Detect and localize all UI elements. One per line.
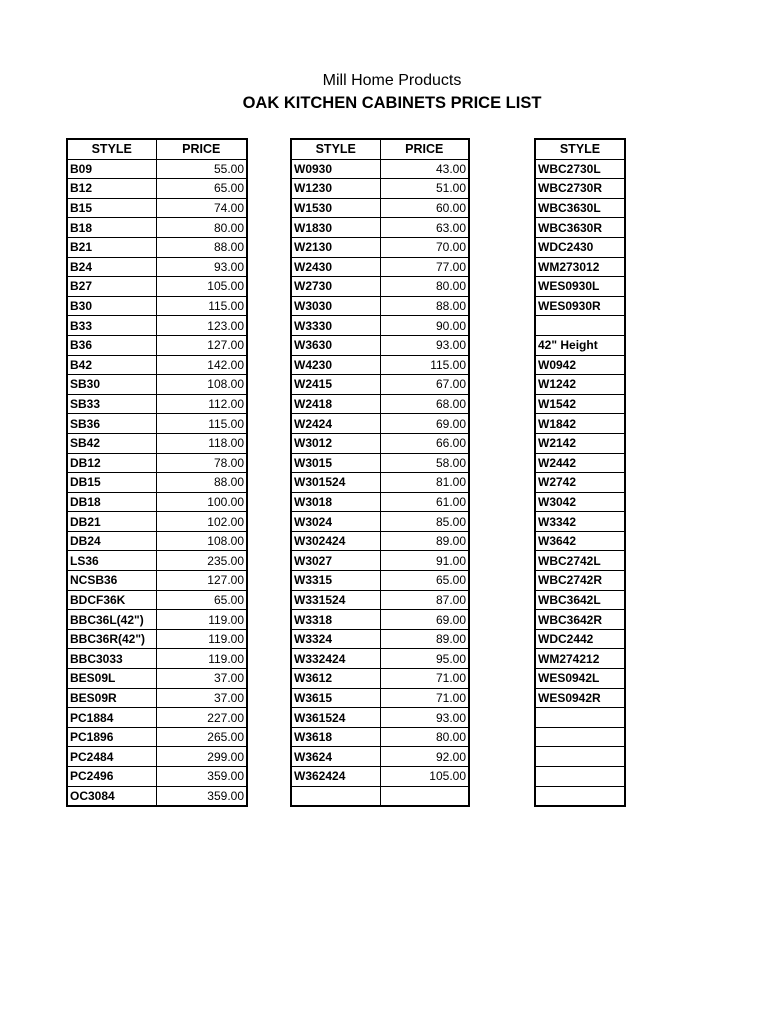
table-row — [67, 747, 247, 767]
style-cell: BBC36R(42") — [67, 629, 156, 649]
price-cell: 142.00 — [156, 355, 247, 375]
table-row — [535, 473, 625, 493]
price-cell: 87.00 — [380, 590, 469, 610]
price-cell: 108.00 — [156, 375, 247, 395]
style-cell: PC1884 — [67, 708, 156, 728]
style-cell: W3624 — [291, 747, 380, 767]
price-cell: 66.00 — [380, 433, 469, 453]
style-cell: W362424 — [291, 767, 380, 787]
table-row — [291, 767, 469, 787]
style-cell: W2418 — [291, 394, 380, 414]
style-cell: WES0930R — [535, 296, 625, 316]
table-row — [535, 198, 625, 218]
price-cell: 70.00 — [380, 237, 469, 257]
price-cell: 359.00 — [156, 786, 247, 806]
style-cell: PC2484 — [67, 747, 156, 767]
style-header: STYLE — [291, 139, 380, 159]
price-cell: 61.00 — [380, 492, 469, 512]
table-row — [67, 159, 247, 179]
price-cell: 127.00 — [156, 335, 247, 355]
price-table-2 — [290, 138, 470, 807]
price-cell: 80.00 — [156, 218, 247, 238]
style-cell: W2430 — [291, 257, 380, 277]
table-row — [67, 727, 247, 747]
style-cell: B18 — [67, 218, 156, 238]
price-cell: 88.00 — [156, 473, 247, 493]
style-cell: B09 — [67, 159, 156, 179]
style-cell: WES0930L — [535, 277, 625, 297]
table-row — [291, 590, 469, 610]
table-row — [291, 355, 469, 375]
price-cell: 119.00 — [156, 649, 247, 669]
table-row — [535, 394, 625, 414]
price-cell: 105.00 — [380, 767, 469, 787]
style-cell: W4230 — [291, 355, 380, 375]
style-cell: W3630 — [291, 335, 380, 355]
style-cell: W2424 — [291, 414, 380, 434]
table-row — [67, 237, 247, 257]
table-row — [291, 335, 469, 355]
style-table-3 — [534, 138, 626, 807]
style-cell: WBC3630R — [535, 218, 625, 238]
style-cell: BES09L — [67, 669, 156, 689]
table-row — [67, 571, 247, 591]
style-cell: SB36 — [67, 414, 156, 434]
price-cell: 71.00 — [380, 688, 469, 708]
style-cell: SB30 — [67, 375, 156, 395]
table-row — [67, 786, 247, 806]
table-row — [291, 296, 469, 316]
company-name: Mill Home Products — [322, 72, 462, 89]
price-cell: 69.00 — [380, 610, 469, 630]
style-cell: B21 — [67, 237, 156, 257]
style-cell: W3024 — [291, 512, 380, 532]
price-cell: 51.00 — [380, 179, 469, 199]
price-cell: 127.00 — [156, 571, 247, 591]
table-row — [535, 610, 625, 630]
style-cell: B12 — [67, 179, 156, 199]
style-cell: WES0942L — [535, 669, 625, 689]
table-row — [535, 237, 625, 257]
price-cell: 77.00 — [380, 257, 469, 277]
table-row — [67, 590, 247, 610]
table-row — [67, 179, 247, 199]
page-title: OAK KITCHEN CABINETS PRICE LIST — [242, 94, 542, 112]
style-cell — [535, 727, 625, 747]
table-row — [67, 688, 247, 708]
style-cell: W1842 — [535, 414, 625, 434]
table-row — [291, 669, 469, 689]
price-cell: 89.00 — [380, 629, 469, 649]
price-cell: 80.00 — [380, 277, 469, 297]
table-row — [535, 159, 625, 179]
price-cell: 88.00 — [156, 237, 247, 257]
price-cell: 81.00 — [380, 473, 469, 493]
style-cell: W3012 — [291, 433, 380, 453]
table-row — [535, 218, 625, 238]
price-cell: 112.00 — [156, 394, 247, 414]
table-row — [291, 473, 469, 493]
style-cell: LS36 — [67, 551, 156, 571]
table-row — [67, 414, 247, 434]
price-cell: 65.00 — [156, 590, 247, 610]
table-row — [535, 571, 625, 591]
table-row — [67, 512, 247, 532]
style-cell: W2415 — [291, 375, 380, 395]
price-cell: 105.00 — [156, 277, 247, 297]
style-cell: W3612 — [291, 669, 380, 689]
table-row — [535, 786, 625, 806]
price-cell — [380, 786, 469, 806]
style-cell: W3015 — [291, 453, 380, 473]
price-cell: 63.00 — [380, 218, 469, 238]
table-row — [291, 688, 469, 708]
table-row — [67, 708, 247, 728]
style-cell: B15 — [67, 198, 156, 218]
table-row — [291, 179, 469, 199]
table-row — [291, 747, 469, 767]
style-cell: BDCF36K — [67, 590, 156, 610]
table-row — [67, 433, 247, 453]
table-row — [67, 767, 247, 787]
table-row — [535, 433, 625, 453]
style-cell: W3018 — [291, 492, 380, 512]
table-row — [291, 257, 469, 277]
style-cell: SB42 — [67, 433, 156, 453]
style-cell: WBC3642R — [535, 610, 625, 630]
style-cell: WBC2730R — [535, 179, 625, 199]
price-cell: 108.00 — [156, 531, 247, 551]
style-cell: WBC3630L — [535, 198, 625, 218]
price-cell: 92.00 — [380, 747, 469, 767]
price-cell: 119.00 — [156, 610, 247, 630]
table-row — [67, 277, 247, 297]
table-row — [535, 708, 625, 728]
price-cell: 58.00 — [380, 453, 469, 473]
price-cell: 80.00 — [380, 727, 469, 747]
style-cell: W0942 — [535, 355, 625, 375]
price-cell: 299.00 — [156, 747, 247, 767]
table-row — [291, 531, 469, 551]
price-cell: 93.00 — [380, 335, 469, 355]
table-row — [535, 649, 625, 669]
table-row — [535, 747, 625, 767]
style-cell: OC3084 — [67, 786, 156, 806]
table-row — [535, 531, 625, 551]
price-cell: 235.00 — [156, 551, 247, 571]
table-row — [535, 277, 625, 297]
style-cell: B27 — [67, 277, 156, 297]
table-row — [67, 218, 247, 238]
table-row — [67, 355, 247, 375]
price-cell: 69.00 — [380, 414, 469, 434]
style-cell: W3315 — [291, 571, 380, 591]
style-cell: PC2496 — [67, 767, 156, 787]
table-row — [291, 433, 469, 453]
table-row — [67, 375, 247, 395]
style-cell — [535, 316, 625, 336]
price-cell: 37.00 — [156, 669, 247, 689]
price-cell: 68.00 — [380, 394, 469, 414]
table-row — [535, 335, 625, 355]
style-cell: WBC2742R — [535, 571, 625, 591]
price-cell: 37.00 — [156, 688, 247, 708]
table-row — [67, 531, 247, 551]
table-row — [535, 257, 625, 277]
price-table-1 — [66, 138, 248, 807]
style-cell: W302424 — [291, 531, 380, 551]
table-row — [535, 727, 625, 747]
style-cell: W3342 — [535, 512, 625, 532]
style-cell: WBC2730L — [535, 159, 625, 179]
price-cell: 71.00 — [380, 669, 469, 689]
table-row — [535, 179, 625, 199]
style-cell: W2730 — [291, 277, 380, 297]
style-cell: WM273012 — [535, 257, 625, 277]
style-cell: W3642 — [535, 531, 625, 551]
table-row — [291, 159, 469, 179]
style-cell: W332424 — [291, 649, 380, 669]
style-cell: B42 — [67, 355, 156, 375]
style-cell: W0930 — [291, 159, 380, 179]
price-cell: 93.00 — [156, 257, 247, 277]
price-cell: 93.00 — [380, 708, 469, 728]
style-header: STYLE — [535, 139, 625, 159]
table-row — [67, 629, 247, 649]
table-row — [67, 492, 247, 512]
table-row — [291, 492, 469, 512]
table-row — [291, 512, 469, 532]
table-row — [291, 237, 469, 257]
style-cell: DB15 — [67, 473, 156, 493]
price-cell: 265.00 — [156, 727, 247, 747]
style-cell: W3042 — [535, 492, 625, 512]
table-row — [291, 610, 469, 630]
price-cell: 65.00 — [156, 179, 247, 199]
price-cell: 74.00 — [156, 198, 247, 218]
table-row — [291, 708, 469, 728]
style-cell: DB12 — [67, 453, 156, 473]
style-cell: W361524 — [291, 708, 380, 728]
table-row — [67, 453, 247, 473]
table-row — [535, 669, 625, 689]
style-cell: W301524 — [291, 473, 380, 493]
table-row — [291, 571, 469, 591]
price-header: PRICE — [156, 139, 247, 159]
price-cell: 119.00 — [156, 629, 247, 649]
table-row — [535, 688, 625, 708]
table-row — [291, 277, 469, 297]
style-cell: B33 — [67, 316, 156, 336]
table-row — [535, 414, 625, 434]
style-cell: W3324 — [291, 629, 380, 649]
style-cell: W1830 — [291, 218, 380, 238]
style-cell: WDC2430 — [535, 237, 625, 257]
price-cell: 89.00 — [380, 531, 469, 551]
style-cell: BES09R — [67, 688, 156, 708]
price-cell: 78.00 — [156, 453, 247, 473]
style-cell: W2142 — [535, 433, 625, 453]
table-row — [535, 355, 625, 375]
style-cell: DB21 — [67, 512, 156, 532]
table-row — [67, 551, 247, 571]
style-cell: NCSB36 — [67, 571, 156, 591]
style-cell: BBC36L(42") — [67, 610, 156, 630]
style-cell: WBC3642L — [535, 590, 625, 610]
price-cell: 60.00 — [380, 198, 469, 218]
price-cell: 55.00 — [156, 159, 247, 179]
table-row — [67, 198, 247, 218]
style-cell: B30 — [67, 296, 156, 316]
price-cell: 65.00 — [380, 571, 469, 591]
style-cell: W2130 — [291, 237, 380, 257]
price-cell: 115.00 — [156, 414, 247, 434]
price-header: PRICE — [380, 139, 469, 159]
price-cell: 123.00 — [156, 316, 247, 336]
price-cell: 85.00 — [380, 512, 469, 532]
table-row — [535, 767, 625, 787]
style-cell: W2742 — [535, 473, 625, 493]
style-cell: W3330 — [291, 316, 380, 336]
price-cell: 115.00 — [380, 355, 469, 375]
table-row — [291, 198, 469, 218]
style-cell: B24 — [67, 257, 156, 277]
table-row — [67, 335, 247, 355]
style-cell — [535, 786, 625, 806]
price-cell: 115.00 — [156, 296, 247, 316]
style-cell: DB24 — [67, 531, 156, 551]
style-cell: W3618 — [291, 727, 380, 747]
table-row — [535, 316, 625, 336]
table-row — [291, 394, 469, 414]
price-cell: 88.00 — [380, 296, 469, 316]
style-cell — [535, 767, 625, 787]
table-row — [535, 629, 625, 649]
table-row — [535, 551, 625, 571]
table-row — [291, 629, 469, 649]
style-cell: DB18 — [67, 492, 156, 512]
table-row — [291, 218, 469, 238]
table-row — [67, 473, 247, 493]
table-row — [291, 414, 469, 434]
table-row — [291, 453, 469, 473]
style-cell: SB33 — [67, 394, 156, 414]
price-cell: 100.00 — [156, 492, 247, 512]
price-cell: 95.00 — [380, 649, 469, 669]
price-cell: 91.00 — [380, 551, 469, 571]
table-row — [291, 649, 469, 669]
table-row — [67, 394, 247, 414]
style-cell: WDC2442 — [535, 629, 625, 649]
table-row — [535, 492, 625, 512]
table-row — [67, 257, 247, 277]
style-cell: B36 — [67, 335, 156, 355]
style-cell: PC1896 — [67, 727, 156, 747]
table-row — [67, 296, 247, 316]
style-cell: W1542 — [535, 394, 625, 414]
table-row — [67, 669, 247, 689]
table-row — [67, 316, 247, 336]
style-cell: W1530 — [291, 198, 380, 218]
style-cell — [535, 708, 625, 728]
price-cell: 102.00 — [156, 512, 247, 532]
price-cell: 118.00 — [156, 433, 247, 453]
table-row — [67, 649, 247, 669]
price-cell: 43.00 — [380, 159, 469, 179]
price-cell: 90.00 — [380, 316, 469, 336]
style-cell: 42" Height — [535, 335, 625, 355]
style-cell: W3615 — [291, 688, 380, 708]
table-row — [535, 375, 625, 395]
price-cell: 227.00 — [156, 708, 247, 728]
style-cell: W1242 — [535, 375, 625, 395]
table-row — [291, 316, 469, 336]
style-cell: W331524 — [291, 590, 380, 610]
style-cell: WBC2742L — [535, 551, 625, 571]
style-cell: W3027 — [291, 551, 380, 571]
style-cell: W3318 — [291, 610, 380, 630]
price-cell: 67.00 — [380, 375, 469, 395]
style-cell: WM274212 — [535, 649, 625, 669]
table-row — [535, 512, 625, 532]
style-cell: W2442 — [535, 453, 625, 473]
table-row — [291, 786, 469, 806]
table-row — [535, 453, 625, 473]
style-cell: W1230 — [291, 179, 380, 199]
style-cell — [291, 786, 380, 806]
style-cell — [535, 747, 625, 767]
table-row — [535, 296, 625, 316]
price-cell: 359.00 — [156, 767, 247, 787]
table-row — [67, 610, 247, 630]
table-row — [291, 727, 469, 747]
style-cell: WES0942R — [535, 688, 625, 708]
table-row — [291, 551, 469, 571]
style-header: STYLE — [67, 139, 156, 159]
table-row — [291, 375, 469, 395]
style-cell: W3030 — [291, 296, 380, 316]
table-row — [535, 590, 625, 610]
style-cell: BBC3033 — [67, 649, 156, 669]
